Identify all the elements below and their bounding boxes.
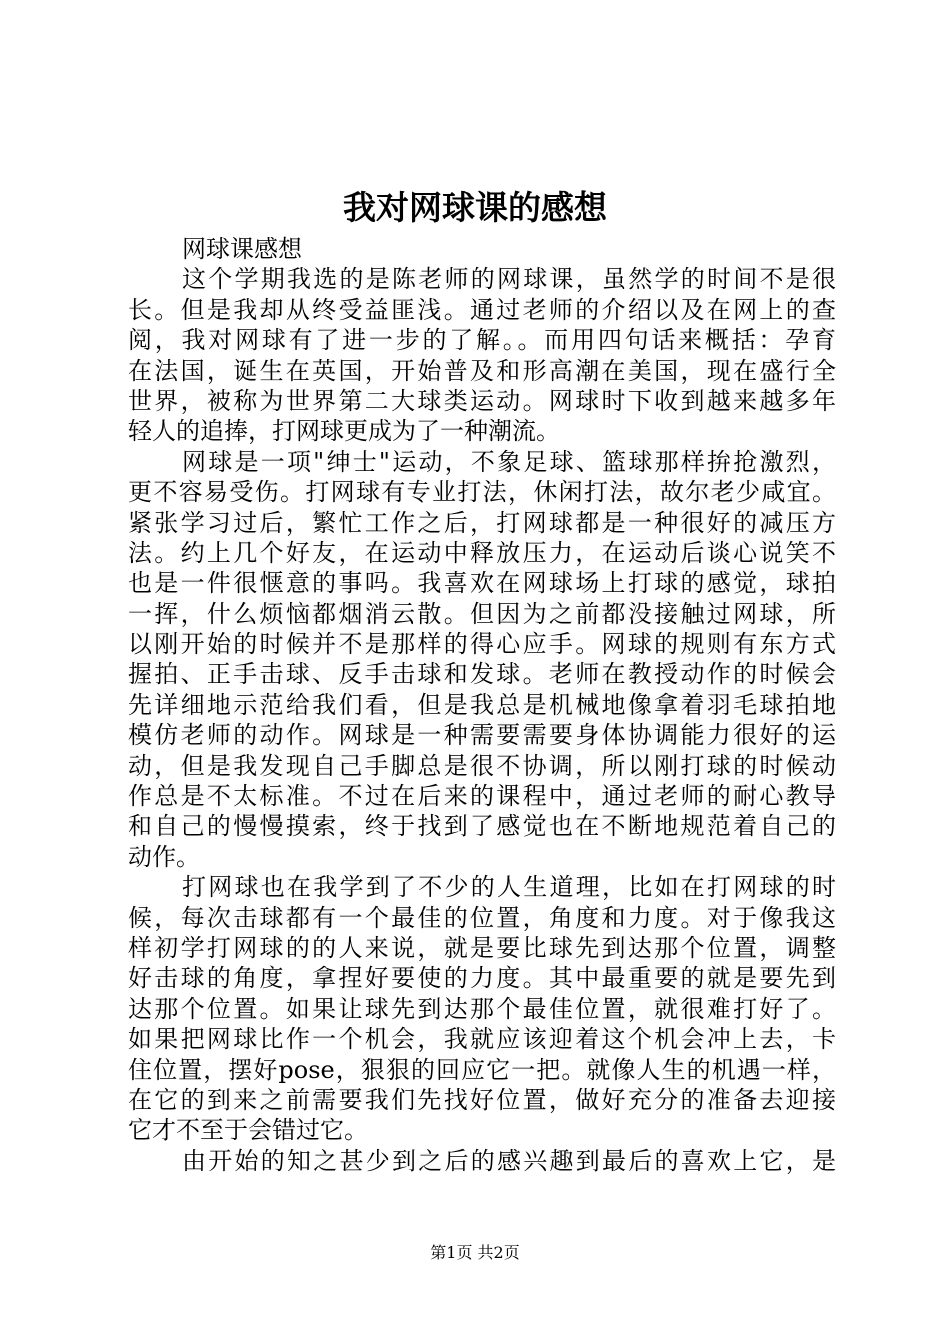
text-line: 由开始的知之甚少到之后的感兴趣到最后的喜欢上它，是 — [182, 1146, 836, 1175]
text-line: 也是一件很惬意的事吗。我喜欢在网球场上打球的感觉，球拍 — [128, 569, 836, 598]
text-line: 法。约上几个好友，在运动中释放压力，在运动后谈心说笑不 — [128, 538, 836, 567]
text-line: 和自己的慢慢摸索，终于找到了感觉也在不断地规范着自己的 — [128, 812, 836, 841]
text-line: 网球课感想 — [182, 235, 302, 263]
text-line: 这个学期我选的是陈老师的网球课，虽然学的时间不是很 — [182, 265, 836, 294]
text-line: 动，但是我发现自己手脚总是很不协调，所以刚打球的时候动 — [128, 751, 836, 780]
body-text — [128, 234, 836, 1176]
text-line: 如果把网球比作一个机会，我就应该迎着这个机会冲上去，卡 — [128, 1025, 836, 1054]
text-line: 先详细地示范给我们看，但是我总是机械地像拿着羽毛球拍地 — [128, 690, 836, 719]
text-line: 一挥，什么烦恼都烟消云散。但因为之前都没接触过网球，所 — [128, 599, 836, 628]
text-line: 轻人的追捧，打网球更成为了一种潮流。 — [128, 417, 560, 446]
text-line: 更不容易受伤。打网球有专业打法，休闲打法，故尔老少咸宜。 — [128, 478, 836, 507]
text-line: 紧张学习过后，繁忙工作之后，打网球都是一种很好的减压方 — [128, 508, 836, 537]
text-line: 长。但是我却从终受益匪浅。通过老师的介绍以及在网上的查 — [128, 295, 836, 324]
text-line: 作总是不太标准。不过在后来的课程中，通过老师的耐心教导 — [128, 782, 836, 811]
text-line: 住位置，摆好pose，狠狠的回应它一把。就像人生的机遇一样， — [128, 1055, 836, 1084]
text-line: 达那个位置。如果让球先到达那个最佳位置，就很难打好了。 — [128, 994, 836, 1023]
text-line: 阅，我对网球有了进一步的了解。。而用四句话来概括：孕育 — [128, 326, 836, 355]
page-footer: 第1页 共2页 — [430, 1243, 520, 1262]
text-line: 模仿老师的动作。网球是一种需要需要身体协调能力很好的运 — [128, 721, 836, 750]
text-line: 世界，被称为世界第二大球类运动。网球时下收到越来越多年 — [128, 386, 836, 415]
text-line: 握拍、正手击球、反手击球和发球。老师在教授动作的时候会 — [128, 660, 836, 689]
text-line: 它才不至于会错过它。 — [128, 1116, 368, 1145]
text-line: 以刚开始的时候并不是那样的得心应手。网球的规则有东方式 — [128, 630, 836, 659]
text-line: 在法国，诞生在英国，开始普及和形高潮在美国，现在盛行全 — [128, 356, 836, 385]
text-line: 好击球的角度，拿捏好要使的力度。其中最重要的就是要先到 — [128, 964, 836, 993]
text-line: 动作。 — [128, 842, 200, 871]
text-line: 候，每次击球都有一个最佳的位置，角度和力度。对于像我这 — [128, 903, 836, 932]
text-line: 在它的到来之前需要我们先找好位置，做好充分的准备去迎接 — [128, 1085, 836, 1114]
text-line: 打网球也在我学到了不少的人生道理，比如在打网球的时 — [182, 873, 836, 902]
text-line: 网球是一项"绅士"运动，不象足球、篮球那样拚抢激烈， — [182, 447, 836, 476]
text-line: 样初学打网球的的人来说，就是要比球先到达那个位置，调整 — [128, 933, 836, 962]
page-title: 我对网球课的感想 — [343, 188, 607, 227]
